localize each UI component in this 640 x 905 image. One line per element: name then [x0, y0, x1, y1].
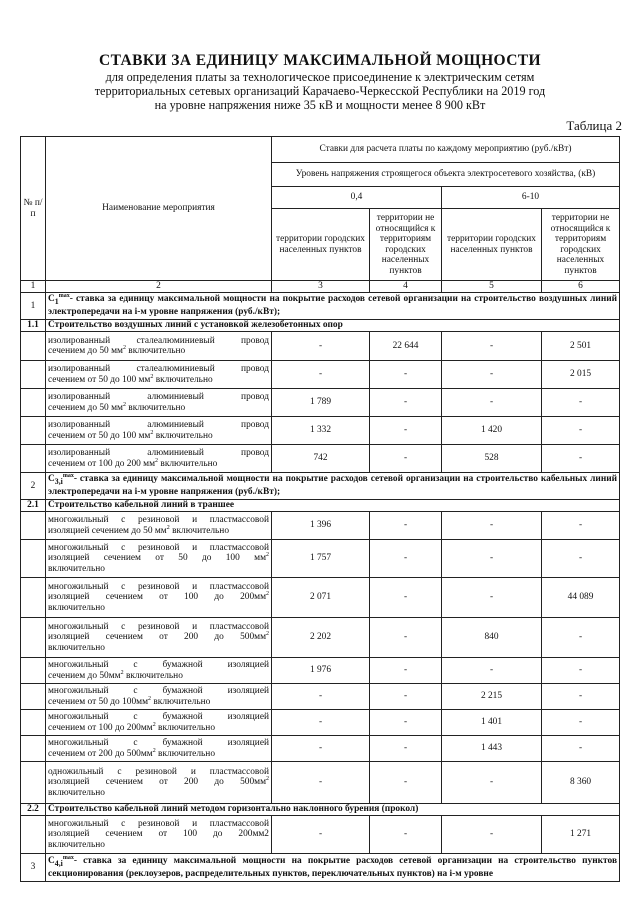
col-index: 3 — [272, 281, 370, 293]
value-cell: 1 976 — [272, 658, 370, 684]
item-name: многожильный с резиновой и пластмассовой изоляцией сечением до 50 $мм^2$ включительно — [46, 512, 272, 540]
subtitle-line-2: территориальных сетевых организаций Карачаево-Черкесской Республики на 2019 год — [94, 84, 546, 98]
item-name: изолированный сталеалюминиевый провод сечением от 50 до 100 $мм^2$ включительно — [46, 361, 272, 389]
col-header-rates: Ставки для расчета платы по каждому мероприятию (руб./кВт) — [272, 137, 620, 163]
value-cell: - — [442, 332, 542, 361]
value-cell: - — [370, 540, 442, 578]
value-cell: - — [272, 710, 370, 736]
section-num: 3 — [21, 854, 46, 882]
col-index: 5 — [442, 281, 542, 293]
value-cell: 2 202 — [272, 618, 370, 658]
col-index: 2 — [46, 281, 272, 293]
value-cell: 1 396 — [272, 512, 370, 540]
table-row — [21, 658, 620, 684]
section-num: 1 — [21, 293, 46, 320]
item-name: изолированный алюминиевый провод сечением от 50 до 100 $мм^2$ включительно — [46, 417, 272, 445]
value-cell: - — [272, 332, 370, 361]
value-cell: - — [370, 658, 442, 684]
value-cell: - — [542, 736, 620, 762]
col-header-v2: 6-10 — [442, 187, 620, 209]
value-cell: - — [370, 361, 442, 389]
value-cell: 2 015 — [542, 361, 620, 389]
rates-table — [20, 136, 620, 882]
item-name: изолированный алюминиевый провод сечением от 100 до 200 $мм^2$ включительно — [46, 445, 272, 473]
item-name: одножильный с резиновой и пластмассовой изоляцией сечением от 200 до $500мм^2$ включительно — [46, 762, 272, 804]
value-cell: - — [272, 762, 370, 804]
table-row — [21, 710, 620, 736]
col-header-nonurban-2: территории не относящийся к территориям городских населенных пунктов — [542, 209, 620, 281]
value-cell: - — [370, 389, 442, 417]
table-row — [21, 417, 620, 445]
value-cell: - — [370, 512, 442, 540]
item-name: многожильный с резиновой и пластмассовой изоляцией сечением от 200 до $500мм^2$ включительно — [46, 618, 272, 658]
subsection-num: 2.2 — [21, 804, 46, 816]
value-cell: 2 071 — [272, 578, 370, 618]
value-cell: - — [370, 710, 442, 736]
value-cell: 1 420 — [442, 417, 542, 445]
value-cell: - — [442, 762, 542, 804]
value-cell: 1 757 — [272, 540, 370, 578]
subsection-num: 2.1 — [21, 500, 46, 512]
subsection-title: Строительство кабельной линий методом горизонтально наклонного бурения (прокол) — [46, 804, 620, 816]
value-cell: - — [370, 445, 442, 473]
value-cell: 8 360 — [542, 762, 620, 804]
table-row — [21, 332, 620, 361]
section-1-text: $С_1^{max}-$ ставка за единицу максимальной мощности на покрытие расходов сетевой организации на строительство воздушных линий электропередачи на i-м уровне напряжения (руб./кВт); — [46, 293, 620, 320]
section-2-row — [21, 473, 620, 500]
subtitle-line-3: на уровне напряжения ниже 35 кВ и мощности менее 8 900 кВт — [154, 98, 486, 112]
value-cell: 2 501 — [542, 332, 620, 361]
table-row — [21, 512, 620, 540]
section-3-text: $С_{4,i}^{max}-$ ставка за единицу максимальной мощности на покрытие расходов сетевой организации на строительство пунктов секционирования (реклоузеров, распределительных пунктов, переключательных пунктов) на i-м уровне — [46, 854, 620, 882]
value-cell: - — [370, 816, 442, 854]
value-cell: - — [370, 736, 442, 762]
value-cell: 2 215 — [442, 684, 542, 710]
value-cell: 528 — [442, 445, 542, 473]
page-title: СТАВКИ ЗА ЕДИНИЦУ МАКСИМАЛЬНОЙ МОЩНОСТИ — [99, 52, 541, 69]
column-index-row — [21, 281, 620, 293]
section-3-row — [21, 854, 620, 882]
value-cell: 840 — [442, 618, 542, 658]
value-cell: 44 089 — [542, 578, 620, 618]
col-index: 1 — [21, 281, 46, 293]
value-cell: 22 644 — [370, 332, 442, 361]
value-cell: - — [542, 710, 620, 736]
col-index: 4 — [370, 281, 442, 293]
col-header-urban-1: территории городских населенных пунктов — [272, 209, 370, 281]
subsection-row — [21, 320, 620, 332]
subsection-row — [21, 500, 620, 512]
table-row — [21, 361, 620, 389]
col-header-name: Наименование мероприятия — [46, 137, 272, 281]
value-cell: - — [542, 445, 620, 473]
subsection-row — [21, 804, 620, 816]
table-row — [21, 445, 620, 473]
table-row — [21, 684, 620, 710]
value-cell: - — [272, 361, 370, 389]
value-cell: 742 — [272, 445, 370, 473]
table-number: Таблица 2 — [566, 118, 622, 133]
value-cell: - — [542, 389, 620, 417]
col-header-nonurban-1: территории не относящийся к территориям городских населенных пунктов — [370, 209, 442, 281]
value-cell: - — [442, 361, 542, 389]
table-row — [21, 578, 620, 618]
table-row — [21, 389, 620, 417]
value-cell: - — [370, 578, 442, 618]
value-cell: 1 401 — [442, 710, 542, 736]
subsection-title: Строительство воздушных линий с установкой железобетонных опор — [46, 320, 620, 332]
item-name: изолированный сталеалюминиевый провод сечением до 50 $мм^2$ включительно — [46, 332, 272, 361]
item-name: многожильный с резиновой и пластмассовой изоляцией сечением от 100 до 200мм2 включительно — [46, 816, 272, 854]
subsection-title: Строительство кабельной линий в траншее — [46, 500, 620, 512]
value-cell: - — [370, 762, 442, 804]
value-cell: - — [542, 512, 620, 540]
value-cell: - — [442, 816, 542, 854]
table-row — [21, 816, 620, 854]
section-1-row — [21, 293, 620, 320]
item-name: изолированный алюминиевый провод сечением до 50 $мм^2$ включительно — [46, 389, 272, 417]
value-cell: - — [442, 389, 542, 417]
col-header-voltage: Уровень напряжения строящегося объекта электросетевого хозяйства, (кВ) — [272, 163, 620, 187]
value-cell: - — [542, 417, 620, 445]
value-cell: - — [272, 736, 370, 762]
value-cell: - — [370, 618, 442, 658]
item-name: многожильный с бумажной изоляцией сечением от 200 до $500мм^2$ включительно — [46, 736, 272, 762]
item-name: многожильный с резиновой и пластмассовой изоляцией сечением от 50 до 100 $мм^2$ включительно — [46, 540, 272, 578]
value-cell: - — [370, 684, 442, 710]
value-cell: 1 789 — [272, 389, 370, 417]
value-cell: - — [542, 684, 620, 710]
table-row — [21, 736, 620, 762]
section-num: 2 — [21, 473, 46, 500]
item-name: многожильный с резиновой и пластмассовой изоляцией сечением от 100 до $200мм^2$ включительно — [46, 578, 272, 618]
value-cell: - — [442, 512, 542, 540]
item-name: многожильный с бумажной изоляцией сечением до $50мм^2$ включительно — [46, 658, 272, 684]
value-cell: - — [442, 578, 542, 618]
table-row — [21, 618, 620, 658]
table-row — [21, 762, 620, 804]
value-cell: - — [442, 658, 542, 684]
table-row — [21, 540, 620, 578]
value-cell: - — [272, 684, 370, 710]
item-name: многожильный с бумажной изоляцией сечением от 50 до $100мм^2$ включительно — [46, 684, 272, 710]
col-header-num: № п/п — [21, 137, 46, 281]
value-cell: - — [542, 540, 620, 578]
value-cell: - — [442, 540, 542, 578]
item-name: многожильный с бумажной изоляцией сечением от 100 до $200мм^2$ включительно — [46, 710, 272, 736]
value-cell: 1 443 — [442, 736, 542, 762]
document-header — [0, 52, 640, 112]
col-header-urban-2: территории городских населенных пунктов — [442, 209, 542, 281]
value-cell: - — [542, 618, 620, 658]
col-index: 6 — [542, 281, 620, 293]
subsection-num: 1.1 — [21, 320, 46, 332]
value-cell: - — [272, 816, 370, 854]
subtitle-line-1: для определения платы за технологическое присоединение к электрическим сетям — [105, 70, 535, 84]
value-cell: 1 271 — [542, 816, 620, 854]
value-cell: - — [370, 417, 442, 445]
section-2-text: $С_{3,i}^{max}-$ ставка за единицу максимальной мощности на покрытие расходов сетевой организации на строительство кабельных линий электропередачи на i-м уровне напряжения (руб./кВт); — [46, 473, 620, 500]
value-cell: - — [542, 658, 620, 684]
value-cell: 1 332 — [272, 417, 370, 445]
col-header-v1: 0,4 — [272, 187, 442, 209]
